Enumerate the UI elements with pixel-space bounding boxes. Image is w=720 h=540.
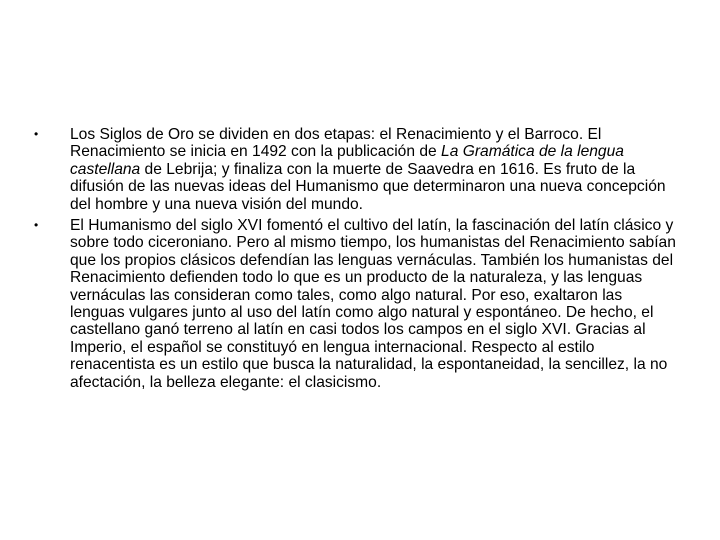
bullet-text-part: de Lebrija; y finaliza con la muerte de Saavedra en 1616. Es fruto de la difusión de las nuevas ideas del Humanismo que determinaron una nueva concepción del hombre y una nueva visión del mundo. [70,160,666,213]
book-title: La Gramática de la lengua castellana [70,143,624,178]
bullet-text-part: Los Siglos de Oro se dividen en dos etapas: el Renacimiento y el Barroco. El Renacimiento se inicia en 1492 con la publicación de [70,126,602,161]
bullet-text: El Humanismo del siglo XVI fomentó el cultivo del latín, la fascinación del latín clásico y sobre todo ciceroniano. Pero al mismo tiempo, los humanistas del Renacimiento sabían que los propios clásicos defendían las lenguas vernáculas. También los humanistas del Renacimiento defienden todo lo que es un producto de la naturaleza, y las lenguas vernáculas las consideran como tales, como algo natural. Por eso, exaltaron las lenguas vulgares junto al uso del latín como algo natural y espontáneo. De hecho, el castellano ganó terreno al latín en casi todos los campos en el siglo XVI. Gracias al Imperio, el español se constituyó en lengua internacional. Respecto al estilo renacentista es un estilo que busca la naturalidad, la espontaneidad, la sencillez, la no afectación, la belleza elegante: el clasicismo. [70,217,676,391]
bullet-item-humanismo [34,217,680,391]
bullet-text [70,126,680,213]
bullet-list [34,126,680,395]
bullet-item-siglos-de-oro [34,126,680,213]
bullet-marker: • [34,218,39,233]
bullet-marker: • [34,127,39,141]
